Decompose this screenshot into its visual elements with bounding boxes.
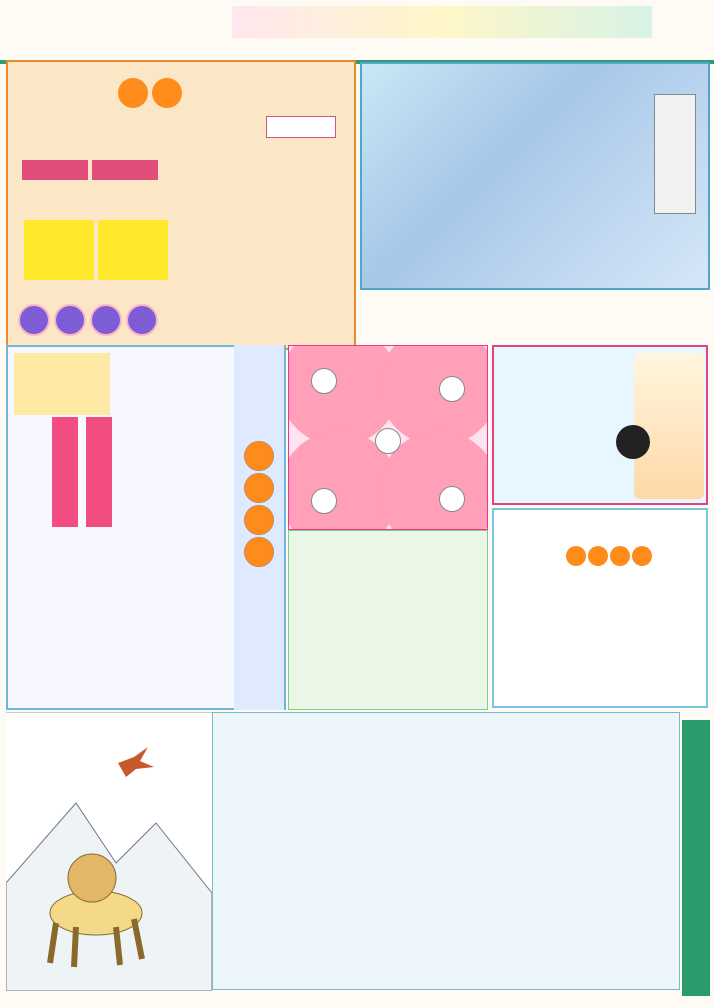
hold-ball (244, 473, 274, 503)
total-label (22, 160, 88, 180)
attack-ball-1 (118, 78, 148, 108)
lion-image (6, 713, 212, 991)
zodiac-rabbit (375, 428, 401, 454)
bat-icon (118, 747, 154, 777)
brand-band (232, 6, 652, 38)
special-ball (632, 546, 652, 566)
tag-flat (86, 417, 112, 527)
poem-panel (288, 530, 488, 710)
trend-chart (212, 712, 680, 990)
lion-head (68, 854, 116, 902)
special-ball (610, 546, 630, 566)
zodiac-dragon (439, 376, 465, 402)
hold-ball (244, 441, 274, 471)
pick-ball (54, 304, 86, 336)
attack-panel (6, 60, 356, 350)
pick-ball (90, 304, 122, 336)
pick-ball (126, 304, 158, 336)
special-label (92, 160, 158, 180)
special-panel (492, 508, 708, 708)
guanyin-panel (492, 345, 708, 505)
comment-title (14, 353, 110, 415)
tag-double (52, 417, 78, 527)
guanyin-image (634, 353, 704, 499)
banner (360, 62, 710, 290)
hold-panel (234, 345, 284, 710)
attack-ball-2 (152, 78, 182, 108)
special-ball (588, 546, 608, 566)
trend-grid (213, 713, 681, 991)
total-value (24, 220, 94, 280)
zodiac-rat (311, 488, 337, 514)
seal-icon (616, 425, 650, 459)
trend-label (682, 720, 710, 996)
zodiac-ox (439, 486, 465, 512)
banner-scroll (654, 94, 696, 214)
hold-ball (244, 537, 274, 567)
zodiac-tiger (311, 368, 337, 394)
pick-ball (18, 304, 50, 336)
special-value (98, 220, 168, 280)
zodiac-panel (288, 345, 488, 530)
hold-ball (244, 505, 274, 535)
special-ball (566, 546, 586, 566)
attack-analysis (188, 144, 348, 344)
stamp-badge (266, 116, 336, 138)
lion-illustration (6, 712, 212, 990)
